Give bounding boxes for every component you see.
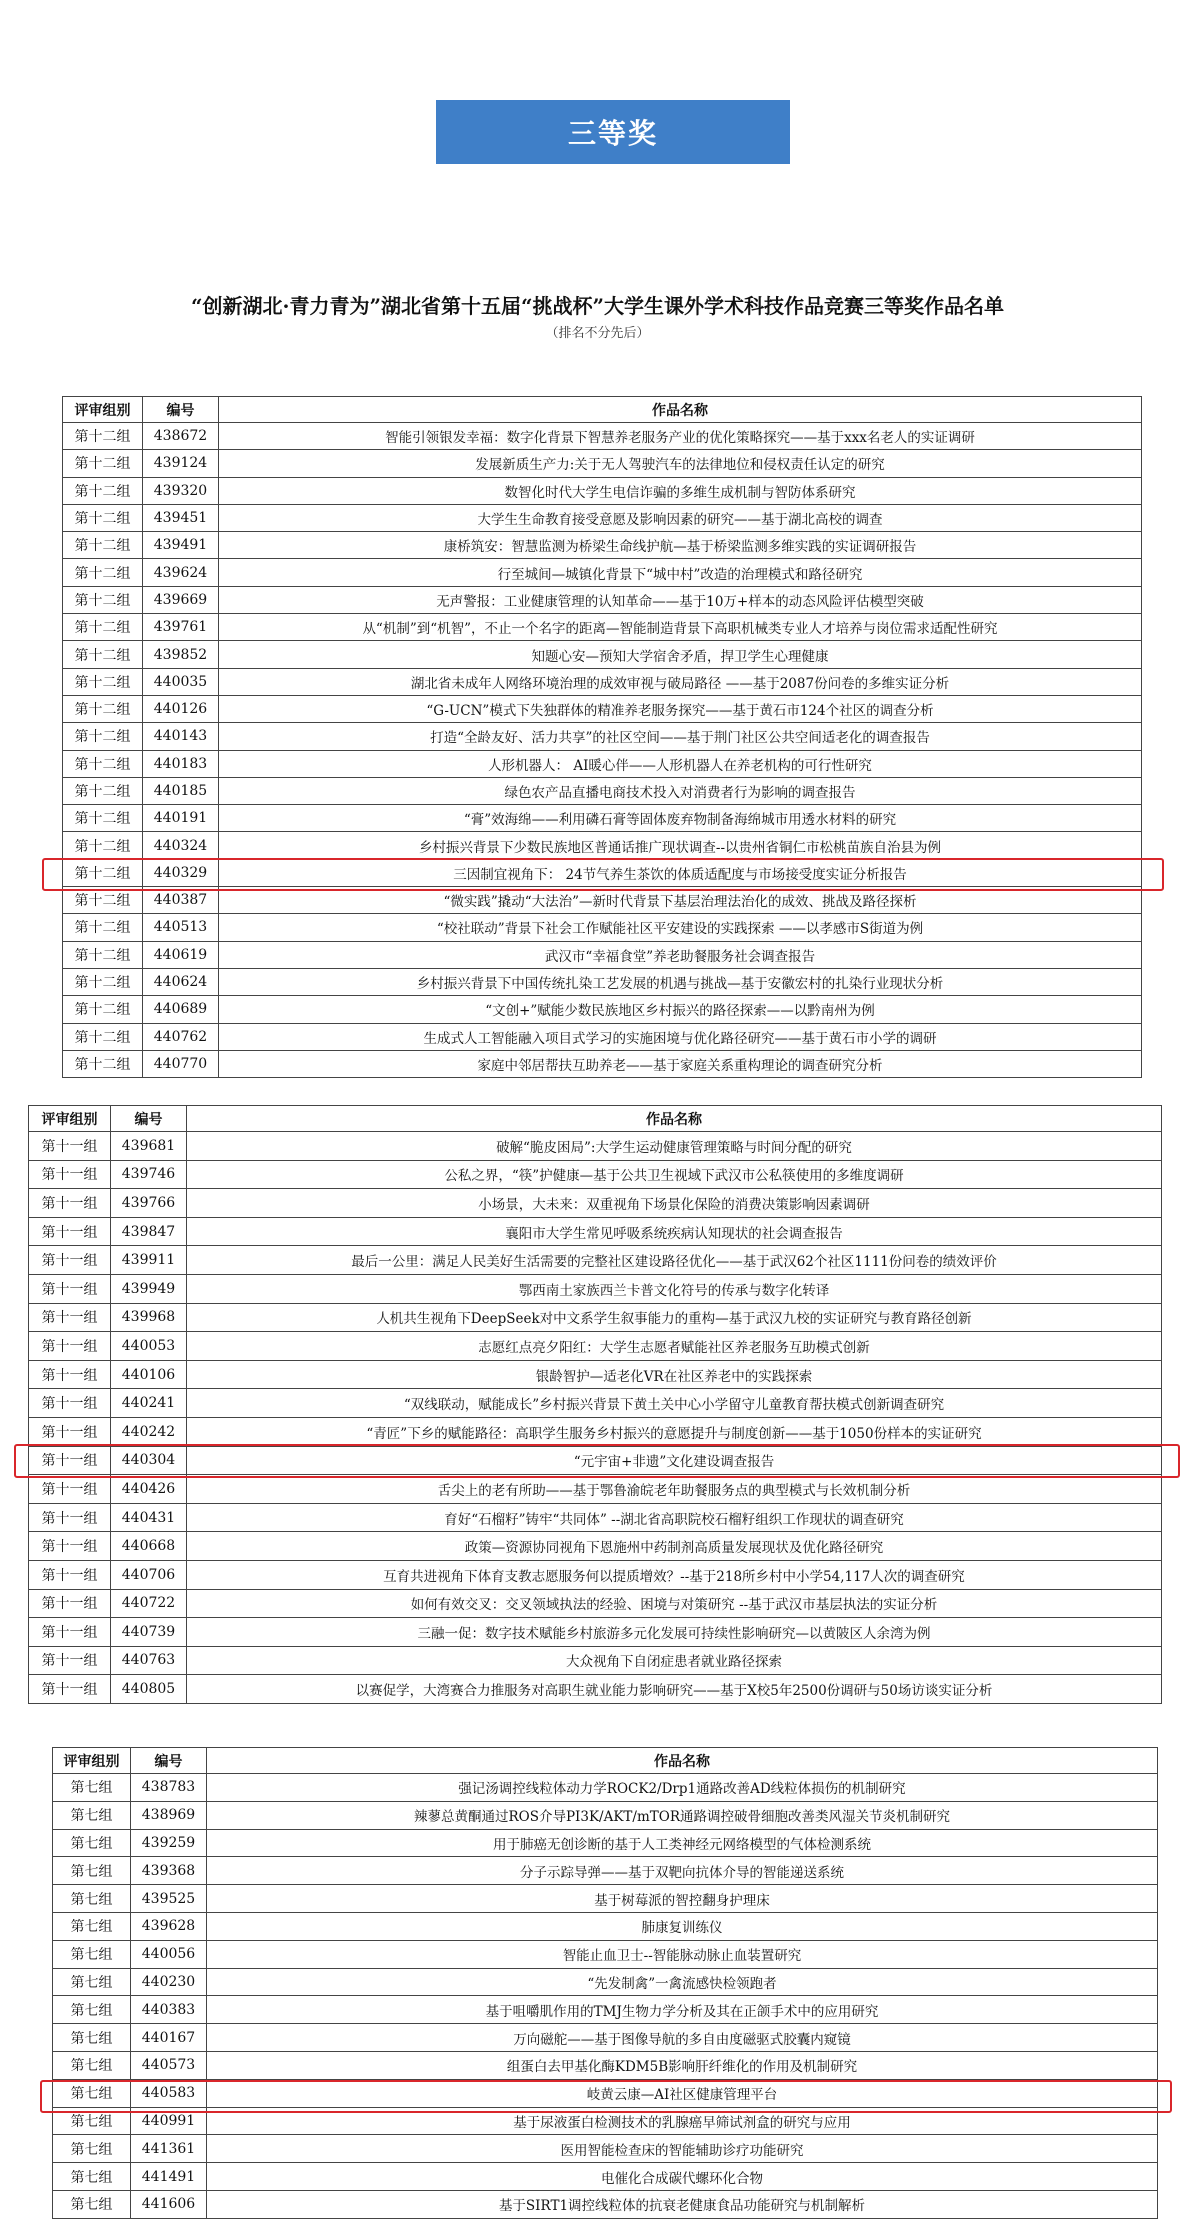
- row-name-cell: 知题心安—预知大学宿舍矛盾，捍卫学生心理健康: [219, 641, 1142, 668]
- table-row: [63, 1023, 1142, 1050]
- highlight-box-440304: [14, 1444, 1180, 1478]
- row-id-cell: 439491: [143, 532, 219, 559]
- row-group-cell: 第十一组: [29, 1360, 111, 1389]
- table-row: [53, 2163, 1158, 2191]
- row-id-cell: 440053: [111, 1332, 187, 1361]
- row-id-cell: 440762: [143, 1023, 219, 1050]
- table-row: [29, 1675, 1162, 1704]
- table-row: [29, 1389, 1162, 1418]
- row-id-cell: 440242: [111, 1417, 187, 1446]
- table-row: [53, 2051, 1158, 2079]
- document-title: “创新湖北·青力青为”湖北省第十五届“挑战杯”大学生课外学术科技作品竞赛三等奖作品名单: [191, 294, 1004, 318]
- row-name-cell: 基于尿液蛋白检测技术的乳腺癌早筛试剂盒的研究与应用: [207, 2107, 1158, 2135]
- row-group-cell: 第十二组: [63, 586, 143, 613]
- table-row: [29, 1303, 1162, 1332]
- row-id-cell: 439911: [111, 1246, 187, 1275]
- row-group-cell: 第十二组: [63, 777, 143, 804]
- column-header-group: 评审组别: [63, 397, 143, 423]
- row-name-cell: 智能引领银发幸福：数字化背景下智慧养老服务产业的优化策略探究——基于xxx名老人的实证调研: [219, 423, 1142, 450]
- table-row: [63, 832, 1142, 859]
- row-id-cell: 440805: [111, 1675, 187, 1704]
- table-row: [53, 1940, 1158, 1968]
- table-row: [29, 1160, 1162, 1189]
- column-header-name: 作品名称: [187, 1106, 1162, 1132]
- award-table-group-12: [62, 396, 1142, 1074]
- row-name-cell: 无声警报：工业健康管理的认知革命——基于10万+样本的动态风险评估模型突破: [219, 586, 1142, 613]
- row-id-cell: 439968: [111, 1303, 187, 1332]
- row-id-cell: 440035: [143, 668, 219, 695]
- table-row: [53, 2190, 1158, 2218]
- row-group-cell: 第十二组: [63, 750, 143, 777]
- table-row: [53, 1857, 1158, 1885]
- row-group-cell: 第十二组: [63, 477, 143, 504]
- row-name-cell: 小场景，大未来：双重视角下场景化保险的消费决策影响因素调研: [187, 1189, 1162, 1218]
- row-id-cell: 438783: [131, 1774, 207, 1802]
- row-group-cell: 第十二组: [63, 668, 143, 695]
- row-name-cell: “微实践”撬动“大法治”—新时代背景下基层治理法治化的成效、挑战及路径探析: [219, 887, 1142, 914]
- column-header-name: 作品名称: [219, 397, 1142, 423]
- row-group-cell: 第十二组: [63, 996, 143, 1023]
- table-row: [63, 968, 1142, 995]
- table-row: [63, 614, 1142, 641]
- row-id-cell: 439368: [131, 1857, 207, 1885]
- row-group-cell: 第七组: [53, 1774, 131, 1802]
- row-id-cell: 441606: [131, 2190, 207, 2218]
- row-id-cell: 439525: [131, 1885, 207, 1913]
- row-id-cell: 440329: [143, 859, 219, 886]
- row-id-cell: 440763: [111, 1646, 187, 1675]
- row-group-cell: 第十二组: [63, 859, 143, 886]
- row-id-cell: 439259: [131, 1829, 207, 1857]
- table-row: [63, 777, 1142, 804]
- row-group-cell: 第七组: [53, 2079, 131, 2107]
- table-row: [53, 1801, 1158, 1829]
- table-row: [29, 1132, 1162, 1161]
- row-group-cell: 第十一组: [29, 1246, 111, 1275]
- row-id-cell: 441361: [131, 2135, 207, 2163]
- row-id-cell: 439628: [131, 1912, 207, 1940]
- row-group-cell: 第七组: [53, 2163, 131, 2191]
- row-id-cell: 440230: [131, 1968, 207, 1996]
- row-name-cell: 以赛促学，大湾赛合力推服务对高职生就业能力影响研究——基于X校5年2500份调研与50场访谈实证分析: [187, 1675, 1162, 1704]
- row-name-cell: 湖北省未成年人网络环境治理的成效审视与破局路径 ——基于2087份问卷的多维实证分析: [219, 668, 1142, 695]
- table-row: [53, 1829, 1158, 1857]
- row-id-cell: 440056: [131, 1940, 207, 1968]
- row-id-cell: 439761: [143, 614, 219, 641]
- table-row: [29, 1189, 1162, 1218]
- row-id-cell: 439451: [143, 504, 219, 531]
- row-id-cell: 440689: [143, 996, 219, 1023]
- table-row: [63, 641, 1142, 668]
- table-row: [53, 2024, 1158, 2052]
- row-group-cell: 第七组: [53, 2135, 131, 2163]
- row-name-cell: 破解“脆皮困局”:大学生运动健康管理策略与时间分配的研究: [187, 1132, 1162, 1161]
- row-name-cell: 智能止血卫士--智能脉动脉止血装置研究: [207, 1940, 1158, 1968]
- row-group-cell: 第十二组: [63, 941, 143, 968]
- row-id-cell: 440324: [143, 832, 219, 859]
- document-subtitle: （排名不分先后）: [545, 326, 650, 341]
- row-group-cell: 第十一组: [29, 1160, 111, 1189]
- row-id-cell: 439852: [143, 641, 219, 668]
- row-name-cell: 发展新质生产力:关于无人驾驶汽车的法律地位和侵权责任认定的研究: [219, 450, 1142, 477]
- row-group-cell: 第十二组: [63, 614, 143, 641]
- row-name-cell: “膏”效海绵——利用磷石膏等固体废弃物制备海绵城市用透水材料的研究: [219, 805, 1142, 832]
- row-id-cell: 439949: [111, 1274, 187, 1303]
- row-group-cell: 第十二组: [63, 887, 143, 914]
- row-name-cell: 人形机器人： AI暖心伴——人形机器人在养老机构的可行性研究: [219, 750, 1142, 777]
- table-row: [63, 1050, 1142, 1077]
- row-name-cell: 互育共进视角下体育支教志愿服务何以提质增效？--基于218所乡村中小学54,117人次的调查研究: [187, 1560, 1162, 1589]
- row-name-cell: “元宇宙+非遗”文化建设调查报告: [187, 1446, 1162, 1475]
- row-name-cell: 三因制宜视角下： 24节气养生茶饮的体质适配度与市场接受度实证分析报告: [219, 859, 1142, 886]
- row-id-cell: 440513: [143, 914, 219, 941]
- table-row: [29, 1618, 1162, 1647]
- row-name-cell: 志愿红点亮夕阳红：大学生志愿者赋能社区养老服务互助模式创新: [187, 1332, 1162, 1361]
- row-name-cell: 电催化合成碳代螺环化合物: [207, 2163, 1158, 2191]
- award-table-group-11: [28, 1105, 1162, 1700]
- row-name-cell: 康桥筑安：智慧监测为桥梁生命线护航—基于桥梁监测多维实践的实证调研报告: [219, 532, 1142, 559]
- row-name-cell: 行至城间—城镇化背景下“城中村”改造的治理模式和路径研究: [219, 559, 1142, 586]
- row-group-cell: 第十一组: [29, 1618, 111, 1647]
- row-name-cell: 如何有效交叉：交叉领域执法的经验、困境与对策研究 --基于武汉市基层执法的实证分析: [187, 1589, 1162, 1618]
- row-name-cell: “先发制禽”一禽流感快检领跑者: [207, 1968, 1158, 1996]
- row-id-cell: 439766: [111, 1189, 187, 1218]
- row-group-cell: 第十二组: [63, 641, 143, 668]
- row-name-cell: 大众视角下自闭症患者就业路径探索: [187, 1646, 1162, 1675]
- row-group-cell: 第十二组: [63, 968, 143, 995]
- row-id-cell: 440183: [143, 750, 219, 777]
- row-name-cell: 用于肺癌无创诊断的基于人工类神经元网络模型的气体检测系统: [207, 1829, 1158, 1857]
- table-row: [29, 1589, 1162, 1618]
- row-name-cell: 肺康复训练仪: [207, 1912, 1158, 1940]
- row-name-cell: 医用智能检查床的智能辅助诊疗功能研究: [207, 2135, 1158, 2163]
- row-id-cell: 440624: [143, 968, 219, 995]
- row-group-cell: 第十一组: [29, 1503, 111, 1532]
- table-row: [29, 1475, 1162, 1504]
- row-name-cell: 襄阳市大学生常见呼吸系统疾病认知现状的社会调查报告: [187, 1217, 1162, 1246]
- row-name-cell: 打造“全龄友好、活力共享”的社区空间——基于荆门社区公共空间适老化的调查报告: [219, 723, 1142, 750]
- row-id-cell: 440126: [143, 695, 219, 722]
- row-group-cell: 第十一组: [29, 1532, 111, 1561]
- row-id-cell: 439124: [143, 450, 219, 477]
- row-id-cell: 438672: [143, 423, 219, 450]
- row-id-cell: 439746: [111, 1160, 187, 1189]
- table-row: [63, 477, 1142, 504]
- row-group-cell: 第十二组: [63, 832, 143, 859]
- row-name-cell: 乡村振兴背景下少数民族地区普通话推广现状调查--以贵州省铜仁市松桃苗族自治县为例: [219, 832, 1142, 859]
- table-row: [63, 805, 1142, 832]
- row-name-cell: 万向磁舵——基于图像导航的多自由度磁驱式胶囊内窥镜: [207, 2024, 1158, 2052]
- table-row: [29, 1246, 1162, 1275]
- row-id-cell: 441491: [131, 2163, 207, 2191]
- row-group-cell: 第十二组: [63, 723, 143, 750]
- table-row: [63, 559, 1142, 586]
- table-row: [53, 2135, 1158, 2163]
- table-row: [29, 1332, 1162, 1361]
- row-id-cell: 440167: [131, 2024, 207, 2052]
- row-id-cell: 439669: [143, 586, 219, 613]
- column-header-id: 编号: [111, 1106, 187, 1132]
- row-group-cell: 第七组: [53, 1829, 131, 1857]
- row-group-cell: 第七组: [53, 2190, 131, 2218]
- row-name-cell: 生成式人工智能融入项目式学习的实施困境与优化路径研究——基于黄石市小学的调研: [219, 1023, 1142, 1050]
- row-name-cell: “G-UCN”模式下失独群体的精准养老服务探究——基于黄石市124个社区的调查分析: [219, 695, 1142, 722]
- table-row: [63, 695, 1142, 722]
- row-id-cell: 440106: [111, 1360, 187, 1389]
- row-id-cell: 440770: [143, 1050, 219, 1077]
- row-name-cell: 绿色农产品直播电商技术投入对消费者行为影响的调查报告: [219, 777, 1142, 804]
- row-name-cell: 大学生生命教育接受意愿及影响因素的研究——基于湖北高校的调查: [219, 504, 1142, 531]
- table-row: [29, 1417, 1162, 1446]
- row-name-cell: 家庭中邻居帮扶互助养老——基于家庭关系重构理论的调查研究分析: [219, 1050, 1142, 1077]
- row-id-cell: 440143: [143, 723, 219, 750]
- row-group-cell: 第七组: [53, 1857, 131, 1885]
- row-group-cell: 第十二组: [63, 914, 143, 941]
- row-id-cell: 440191: [143, 805, 219, 832]
- row-name-cell: 银龄智护—适老化VR在社区养老中的实践探索: [187, 1360, 1162, 1389]
- table-row: [29, 1503, 1162, 1532]
- row-group-cell: 第七组: [53, 2107, 131, 2135]
- row-id-cell: 439681: [111, 1132, 187, 1161]
- row-name-cell: 基于SIRT1调控线粒体的抗衰老健康食品功能研究与机制解析: [207, 2190, 1158, 2218]
- row-group-cell: 第十一组: [29, 1417, 111, 1446]
- row-group-cell: 第十一组: [29, 1217, 111, 1246]
- column-header-id: 编号: [143, 397, 219, 423]
- table-row: [63, 723, 1142, 750]
- row-id-cell: 440241: [111, 1389, 187, 1418]
- row-group-cell: 第十一组: [29, 1132, 111, 1161]
- row-group-cell: 第十一组: [29, 1189, 111, 1218]
- row-id-cell: 440619: [143, 941, 219, 968]
- table-row: [63, 668, 1142, 695]
- row-name-cell: “校社联动”背景下社会工作赋能社区平安建设的实践探索 ——以孝感市S街道为例: [219, 914, 1142, 941]
- table-row: [63, 423, 1142, 450]
- table-row: [63, 504, 1142, 531]
- row-name-cell: 育好“石榴籽”铸牢“共同体” --湖北省高职院校石榴籽组织工作现状的调查研究: [187, 1503, 1162, 1532]
- highlight-box-440329: [42, 858, 1164, 891]
- row-name-cell: “双线联动，赋能成长”乡村振兴背景下黄土关中心小学留守儿童教育帮扶模式创新调查研究: [187, 1389, 1162, 1418]
- row-group-cell: 第十二组: [63, 450, 143, 477]
- row-id-cell: 440583: [131, 2079, 207, 2107]
- row-group-cell: 第七组: [53, 2024, 131, 2052]
- row-group-cell: 第十二组: [63, 1050, 143, 1077]
- row-id-cell: 440991: [131, 2107, 207, 2135]
- row-group-cell: 第十一组: [29, 1560, 111, 1589]
- row-id-cell: 438969: [131, 1801, 207, 1829]
- row-group-cell: 第十二组: [63, 559, 143, 586]
- table-row: [63, 750, 1142, 777]
- row-id-cell: 439624: [143, 559, 219, 586]
- row-name-cell: 舌尖上的老有所助——基于鄂鲁渝皖老年助餐服务点的典型模式与长效机制分析: [187, 1475, 1162, 1504]
- row-group-cell: 第十二组: [63, 532, 143, 559]
- table-row: [63, 941, 1142, 968]
- row-name-cell: 政策—资源协同视角下恩施州中药制剂高质量发展现状及优化路径研究: [187, 1532, 1162, 1561]
- table-row: [53, 1774, 1158, 1802]
- row-name-cell: 数智化时代大学生电信诈骗的多维生成机制与智防体系研究: [219, 477, 1142, 504]
- row-name-cell: 从“机制”到“机智”，不止一个名字的距离—智能制造背景下高职机械类专业人才培养与岗位需求适配性研究: [219, 614, 1142, 641]
- row-id-cell: 440706: [111, 1560, 187, 1589]
- table-row: [63, 914, 1142, 941]
- row-group-cell: 第十一组: [29, 1675, 111, 1704]
- row-group-cell: 第七组: [53, 1801, 131, 1829]
- row-id-cell: 440383: [131, 1996, 207, 2024]
- row-group-cell: 第十二组: [63, 504, 143, 531]
- row-id-cell: 440722: [111, 1589, 187, 1618]
- highlight-box-440583: [40, 2080, 1172, 2113]
- row-id-cell: 440739: [111, 1618, 187, 1647]
- row-name-cell: 乡村振兴背景下中国传统扎染工艺发展的机遇与挑战—基于安徽宏村的扎染行业现状分析: [219, 968, 1142, 995]
- row-name-cell: 公私之界，“筷”护健康—基于公共卫生视域下武汉市公私筷使用的多维度调研: [187, 1160, 1162, 1189]
- row-id-cell: 440573: [131, 2051, 207, 2079]
- row-id-cell: 440426: [111, 1475, 187, 1504]
- table-row: [53, 1912, 1158, 1940]
- row-id-cell: 440668: [111, 1532, 187, 1561]
- row-group-cell: 第十一组: [29, 1589, 111, 1618]
- row-name-cell: “文创+”赋能少数民族地区乡村振兴的路径探索——以黔南州为例: [219, 996, 1142, 1023]
- row-name-cell: 武汉市“幸福食堂”养老助餐服务社会调查报告: [219, 941, 1142, 968]
- row-group-cell: 第十一组: [29, 1332, 111, 1361]
- row-group-cell: 第七组: [53, 1885, 131, 1913]
- table-row: [63, 450, 1142, 477]
- row-name-cell: 组蛋白去甲基化酶KDM5B影响肝纤维化的作用及机制研究: [207, 2051, 1158, 2079]
- table-row: [63, 996, 1142, 1023]
- row-group-cell: 第十二组: [63, 1023, 143, 1050]
- table-row: [29, 1532, 1162, 1561]
- column-header-id: 编号: [131, 1748, 207, 1774]
- table-row: [63, 586, 1142, 613]
- award-table-group-7: [52, 1747, 1158, 2215]
- table-row: [29, 1360, 1162, 1389]
- row-name-cell: “青匠”下乡的赋能路径：高职学生服务乡村振兴的意愿提升与制度创新——基于1050份样本的实证研究: [187, 1417, 1162, 1446]
- table-row: [29, 1274, 1162, 1303]
- row-group-cell: 第十二组: [63, 695, 143, 722]
- table-row: [53, 1968, 1158, 1996]
- award-level-banner: 三等奖: [436, 100, 790, 164]
- row-group-cell: 第十二组: [63, 805, 143, 832]
- row-name-cell: 基于树莓派的智控翻身护理床: [207, 1885, 1158, 1913]
- row-group-cell: 第七组: [53, 1968, 131, 1996]
- table-row: [29, 1560, 1162, 1589]
- table-row: [63, 532, 1142, 559]
- row-name-cell: 岐黄云康—AI社区健康管理平台: [207, 2079, 1158, 2107]
- row-id-cell: 439320: [143, 477, 219, 504]
- row-id-cell: 440185: [143, 777, 219, 804]
- row-group-cell: 第七组: [53, 1996, 131, 2024]
- row-name-cell: 最后一公里：满足人民美好生活需要的完整社区建设路径优化——基于武汉62个社区1111份问卷的绩效评价: [187, 1246, 1162, 1275]
- row-id-cell: 440304: [111, 1446, 187, 1475]
- row-name-cell: 基于咀嚼肌作用的TMJ生物力学分析及其在正颌手术中的应用研究: [207, 1996, 1158, 2024]
- table-row: [53, 1885, 1158, 1913]
- table-row: [53, 1996, 1158, 2024]
- row-id-cell: 440431: [111, 1503, 187, 1532]
- row-group-cell: 第十一组: [29, 1389, 111, 1418]
- row-id-cell: 439847: [111, 1217, 187, 1246]
- row-group-cell: 第十一组: [29, 1303, 111, 1332]
- column-header-group: 评审组别: [53, 1748, 131, 1774]
- row-name-cell: 鄂西南土家族西兰卡普文化符号的传承与数字化转译: [187, 1274, 1162, 1303]
- row-group-cell: 第十二组: [63, 423, 143, 450]
- row-name-cell: 强记汤调控线粒体动力学ROCK2/Drp1通路改善AD线粒体损伤的机制研究: [207, 1774, 1158, 1802]
- column-header-name: 作品名称: [207, 1748, 1158, 1774]
- row-name-cell: 辣蓼总黄酮通过ROS介导PI3K/AKT/mTOR通路调控破骨细胞改善类风湿关节炎机制研究: [207, 1801, 1158, 1829]
- row-name-cell: 三融一促：数字技术赋能乡村旅游多元化发展可持续性影响研究—以黄陂区人余湾为例: [187, 1618, 1162, 1647]
- row-group-cell: 第七组: [53, 1912, 131, 1940]
- row-group-cell: 第十一组: [29, 1446, 111, 1475]
- row-group-cell: 第七组: [53, 1940, 131, 1968]
- row-name-cell: 分子示踪导弹——基于双靶向抗体介导的智能递送系统: [207, 1857, 1158, 1885]
- row-id-cell: 440387: [143, 887, 219, 914]
- row-name-cell: 人机共生视角下DeepSeek对中文系学生叙事能力的重构—基于武汉九校的实证研究与教育路径创新: [187, 1303, 1162, 1332]
- column-header-group: 评审组别: [29, 1106, 111, 1132]
- table-row: [29, 1646, 1162, 1675]
- row-group-cell: 第十一组: [29, 1475, 111, 1504]
- row-group-cell: 第十一组: [29, 1274, 111, 1303]
- table-row: [29, 1217, 1162, 1246]
- row-group-cell: 第十一组: [29, 1646, 111, 1675]
- row-group-cell: 第七组: [53, 2051, 131, 2079]
